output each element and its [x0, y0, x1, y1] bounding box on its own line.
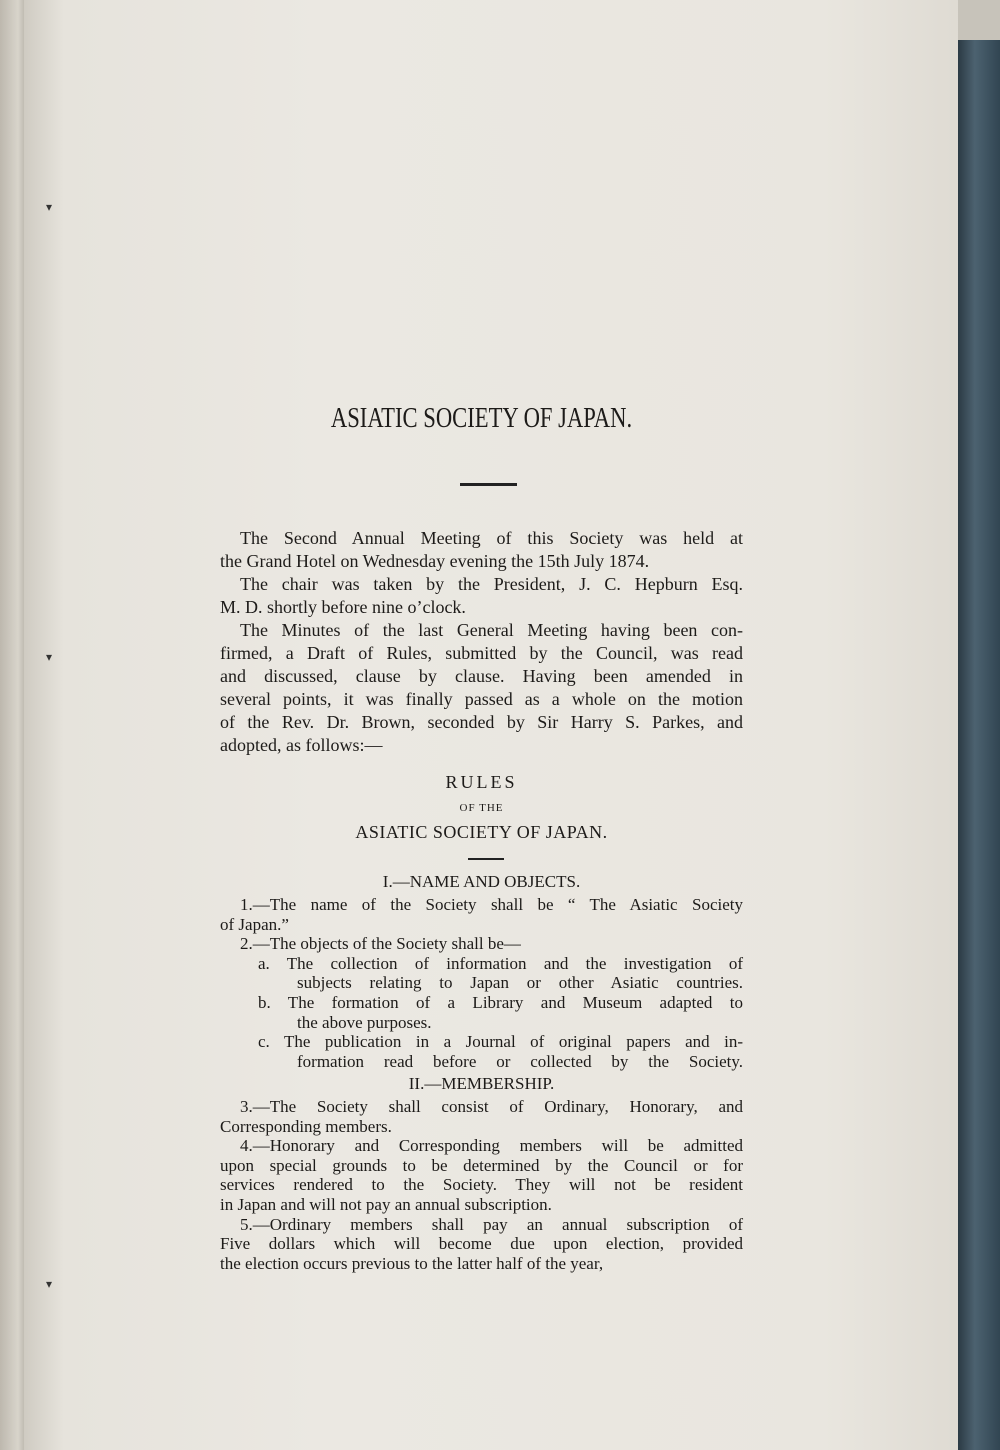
background — [958, 0, 1000, 40]
margin-mark: ▾ — [46, 1277, 53, 1291]
rule-line: Five dollars which will become due upon election, provided — [220, 1234, 743, 1254]
margin-mark: ▾ — [46, 200, 53, 214]
rule-line: upon special grounds to be determined by the Council or for — [220, 1155, 743, 1175]
rules-rule — [468, 858, 504, 860]
section-membership — [220, 1097, 743, 1273]
paragraph-line: The Second Annual Meeting of this Society was held at — [240, 528, 743, 548]
rules-heading: RULES — [445, 772, 518, 792]
section-heading-membership: II.—MEMBERSHIP. — [408, 1074, 555, 1093]
rule-line: formation read before or collected by the Society. — [297, 1051, 743, 1071]
page-title: ASIATIC SOCIETY OF JAPAN. — [330, 402, 633, 434]
paragraph-line: The Minutes of the last General Meeting having been con- — [240, 620, 743, 640]
rule-line: a. The collection of information and the investigation of — [258, 953, 743, 973]
rule-line: subjects relating to Japan or other Asiatic countries. — [297, 973, 743, 993]
section-heading-name-objects: I.—NAME AND OBJECTS. — [382, 872, 581, 891]
rule-line: services rendered to the Society. They will not be resident — [220, 1175, 743, 1195]
rule-line: 2.—The objects of the Society shall be— — [240, 934, 521, 954]
paragraph-line: The chair was taken by the President, J. C. Hepburn Esq. — [240, 574, 743, 594]
rule-line: c. The publication in a Journal of original papers and in- — [258, 1032, 743, 1052]
intro-paragraphs — [220, 527, 743, 757]
rule-line: 5.—Ordinary members shall pay an annual subscription of — [240, 1214, 743, 1234]
title-rule — [460, 483, 517, 486]
margin-mark: ▾ — [46, 650, 53, 664]
rule-line: Corresponding members. — [220, 1116, 392, 1136]
paragraph-line: several points, it was finally passed as a whole on the motion — [220, 689, 743, 709]
book-cover-edge — [958, 40, 1000, 1450]
rules-of-the: OF THE — [459, 802, 504, 814]
rule-line: 1.—The name of the Society shall be “ The Asiatic Society — [240, 895, 743, 914]
paragraph-line: and discussed, clause by clause. Having been amended in — [220, 666, 743, 686]
paragraph-line: of the Rev. Dr. Brown, seconded by Sir Harry S. Parkes, and — [220, 712, 743, 732]
rule-line: b. The formation of a Library and Museum adapted to — [258, 992, 743, 1012]
rule-line: the above purposes. — [297, 1012, 432, 1032]
paragraph-line: the Grand Hotel on Wednesday evening the 15th July 1874. — [220, 551, 650, 571]
rules-society-name: ASIATIC SOCIETY OF JAPAN. — [355, 822, 608, 842]
rule-line: 3.—The Society shall consist of Ordinary, Honorary, and — [240, 1097, 743, 1116]
section-name-objects — [220, 895, 743, 1071]
paragraph-line: firmed, a Draft of Rules, submitted by the Council, was read — [220, 643, 743, 663]
rule-line: the election occurs previous to the latter half of the year, — [220, 1253, 604, 1273]
rule-line: 4.—Honorary and Corresponding members will be admitted — [240, 1136, 743, 1156]
paragraph-line: M. D. shortly before nine o’clock. — [220, 597, 466, 617]
rule-line: in Japan and will not pay an annual subscription. — [220, 1194, 552, 1214]
paragraph-line: adopted, as follows:— — [220, 735, 383, 755]
rule-line: of Japan.” — [220, 914, 289, 934]
